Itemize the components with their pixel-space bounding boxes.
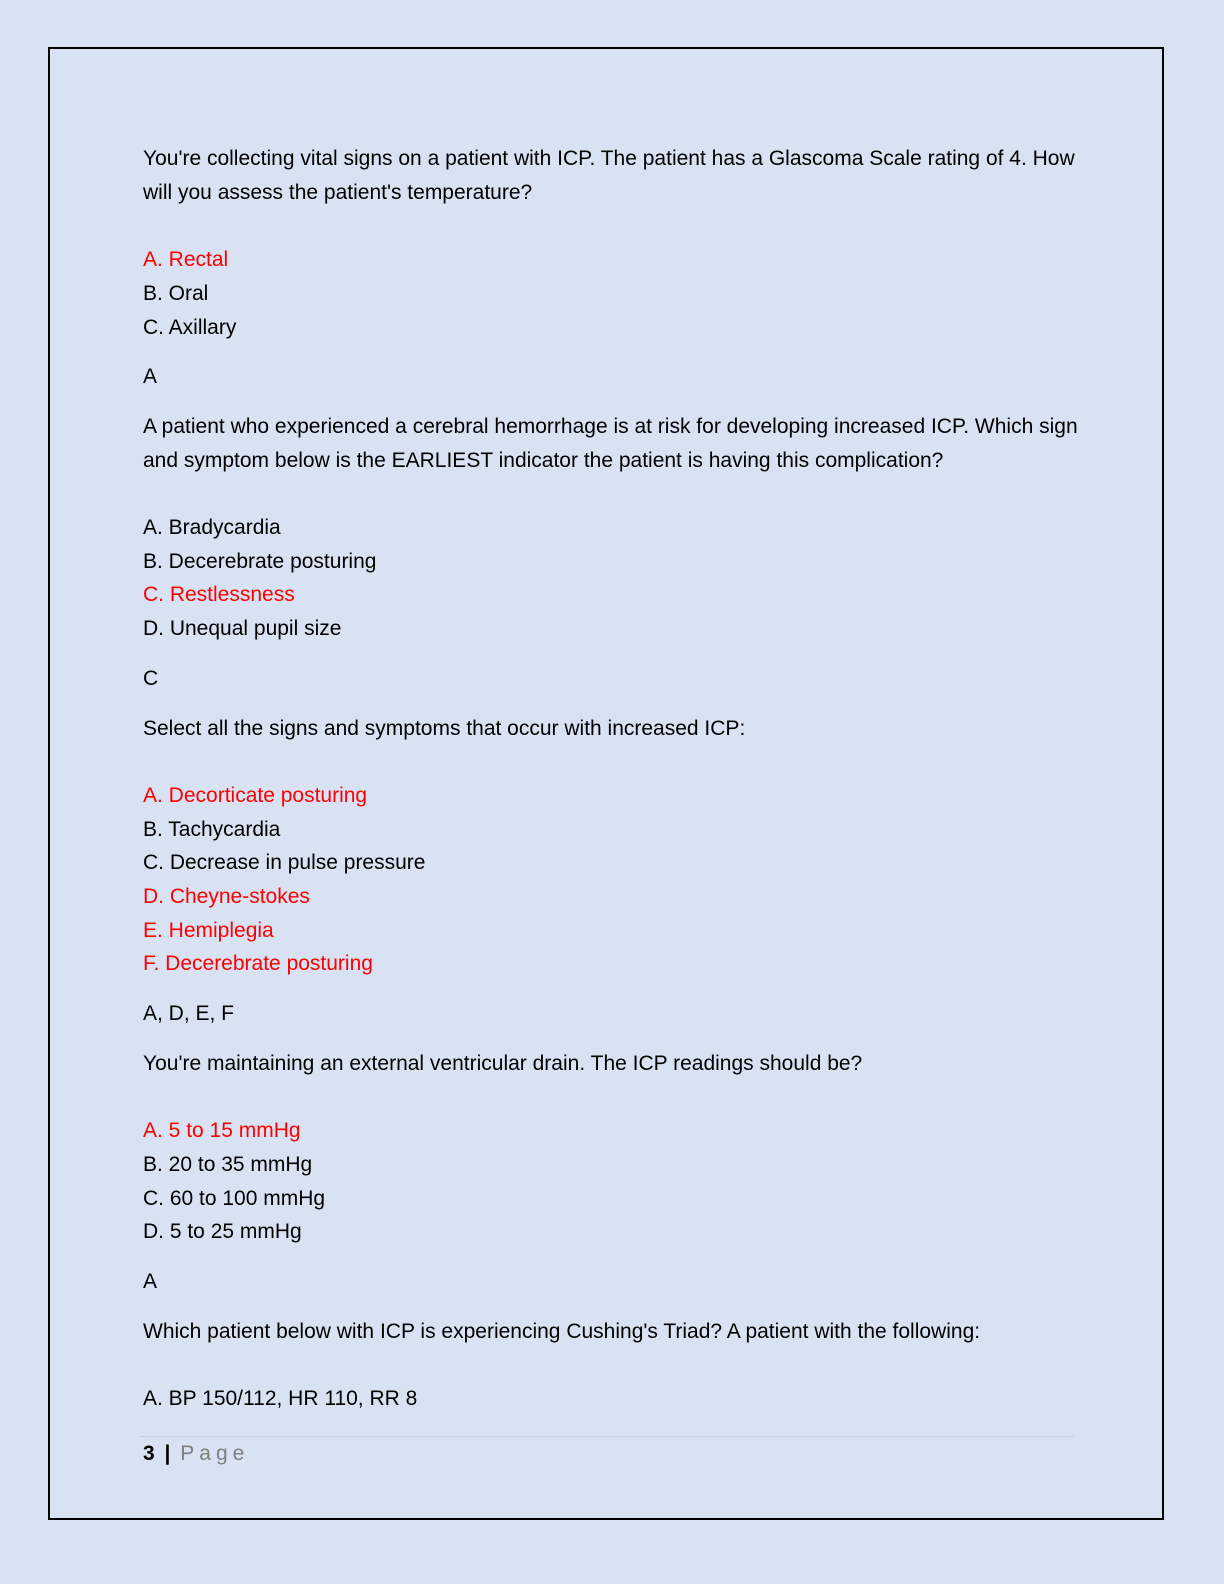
question-text: Which patient below with ICP is experiencing Cushing's Triad? A patient with the following: [143, 1319, 981, 1343]
page-footer [143, 1440, 249, 1468]
option-item: D. 5 to 25 mmHg [143, 1220, 302, 1244]
option-list [143, 1382, 1083, 1416]
option-list [143, 243, 1083, 344]
option-item: D. Unequal pupil size [143, 617, 342, 641]
option-item: D. Cheyne-stokes [143, 885, 310, 909]
option-item: B. Oral [143, 281, 209, 305]
answer-key: A [143, 365, 158, 389]
document-body [143, 142, 1083, 1416]
question-1 [143, 142, 1083, 394]
question-2 [143, 410, 1083, 696]
option-item: B. 20 to 35 mmHg [143, 1152, 313, 1176]
option-item: C. Restlessness [143, 583, 295, 607]
question-text: You're collecting vital signs on a patient with ICP. The patient has a Glascoma Scale rating of 4. How will you assess the patient's temperature? [143, 147, 1075, 204]
question-text: A patient who experienced a cerebral hemorrhage is at risk for developing increased ICP. Which sign and symptom below is the EARLIEST indicator the patient is having this complication? [143, 414, 1078, 472]
option-item: A. Decorticate posturing [143, 783, 368, 807]
option-item: A. BP 150/112, HR 110, RR 8 [143, 1387, 418, 1411]
option-item: A. Bradycardia [143, 516, 281, 539]
footer-divider [140, 1436, 1074, 1437]
answer-key: C [143, 666, 159, 690]
question-text: You're maintaining an external ventricular drain. The ICP readings should be? [143, 1051, 863, 1075]
option-item: F. Decerebrate posturing [143, 952, 373, 976]
option-item: A. 5 to 15 mmHg [143, 1119, 301, 1143]
question-5 [143, 1315, 1083, 1416]
question-4 [143, 1047, 1083, 1299]
answer-key: A [143, 1270, 158, 1294]
question-3 [143, 712, 1083, 1031]
option-item: A. Rectal [143, 248, 229, 272]
option-item: B. Tachycardia [143, 817, 281, 841]
page-number: 3 [143, 1442, 155, 1465]
option-item: C. Decrease in pulse pressure [143, 851, 426, 875]
option-item: B. Decerebrate posturing [143, 549, 377, 573]
question-text: Select all the signs and symptoms that occur with increased ICP: [143, 716, 746, 740]
answer-key: A, D, E, F [143, 1002, 235, 1026]
option-item: C. Axillary [143, 315, 237, 339]
option-item: E. Hemiplegia [143, 918, 274, 942]
option-item: C. 60 to 100 mmHg [143, 1186, 326, 1210]
footer-separator: | [164, 1442, 171, 1465]
option-list [143, 511, 1083, 646]
option-list [143, 779, 1083, 981]
page-label: Page [180, 1442, 250, 1465]
option-list [143, 1114, 1083, 1249]
